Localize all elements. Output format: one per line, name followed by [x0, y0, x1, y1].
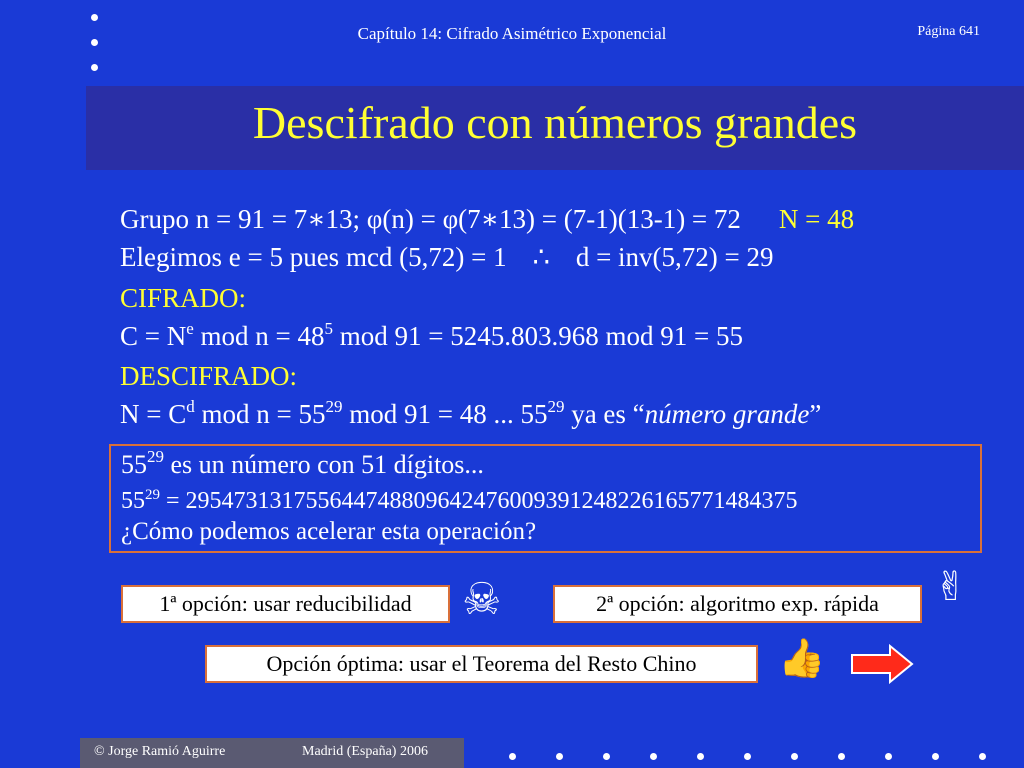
- option-reducibility: 1ª opción: usar reducibilidad: [121, 585, 450, 623]
- info-text: es un número con 51 dígitos...: [164, 450, 484, 479]
- info-box: [109, 444, 982, 553]
- decor-dot: [932, 753, 939, 760]
- plaintext-value: N = 48: [778, 204, 855, 234]
- cipher-part: C = N: [120, 321, 187, 351]
- decipher-part: N = C: [120, 399, 187, 429]
- info-line-digits: [121, 447, 484, 480]
- line-cipher: [120, 320, 743, 352]
- decor-dot: [885, 753, 892, 760]
- decor-dot: [697, 753, 704, 760]
- footer-author: © Jorge Ramió Aguirre: [94, 744, 226, 759]
- exponent-choice: Elegimos e = 5 pues mcd (5,72) = 1: [120, 242, 507, 272]
- right-arrow-icon: [850, 644, 914, 684]
- footer-bar: [80, 738, 464, 768]
- decor-dot: [791, 753, 798, 760]
- decipher-part: ”: [809, 399, 822, 429]
- line-group: [120, 203, 854, 235]
- decipher-italic: número grande: [644, 399, 810, 429]
- chapter-title: Capítulo 14: Cifrado Asimétrico Exponencial: [357, 24, 667, 43]
- page-number: Página 641: [917, 24, 980, 39]
- cipher-sup: e: [186, 319, 194, 338]
- decipher-sup: 29: [325, 397, 343, 416]
- footer-place: Madrid (España) 2006: [302, 744, 428, 759]
- cipher-sup: 5: [324, 319, 334, 338]
- info-base: 55: [121, 488, 145, 514]
- cipher-part: mod 91 = 5245.803.968 mod 91 = 55: [333, 321, 743, 351]
- thumbs-up-icon: 👍: [778, 636, 826, 680]
- decipher-part: ya es “: [564, 399, 645, 429]
- decor-dot: [650, 753, 657, 760]
- decor-dot: [744, 753, 751, 760]
- decor-dot: [509, 753, 516, 760]
- slide-title: Descifrado con números grandes: [252, 97, 858, 148]
- decipher-sup: d: [186, 397, 195, 416]
- descifrado-label: DESCIFRADO:: [120, 361, 298, 391]
- victory-hand-icon: ✌: [934, 564, 968, 610]
- decor-dot: [91, 64, 98, 71]
- group-definition: Grupo n = 91 = 7∗13; φ(n) = φ(7∗13) = (7-1)(13-1) = 72: [120, 204, 741, 234]
- decipher-part: mod 91 = 48 ... 55: [342, 399, 548, 429]
- info-sup: 29: [145, 487, 160, 503]
- decor-dot: [838, 753, 845, 760]
- decipher-sup: 29: [547, 397, 565, 416]
- info-line-value: [121, 488, 798, 515]
- info-sup: 29: [147, 447, 164, 466]
- skull-crossbones-icon: ☠: [462, 574, 502, 625]
- line-keys: [120, 241, 774, 273]
- title-bar: [86, 86, 1024, 170]
- info-text: = 295473131755644748809642476009391248226165771484375: [160, 488, 798, 514]
- decor-dot: [603, 753, 610, 760]
- decor-dot: [556, 753, 563, 760]
- private-key: d = inv(5,72) = 29: [575, 242, 774, 272]
- decipher-part: mod n = 55: [194, 399, 326, 429]
- decor-dot: [979, 753, 986, 760]
- info-base: 55: [121, 450, 147, 479]
- info-line-question: ¿Cómo podemos acelerar esta operación?: [121, 518, 537, 545]
- cifrado-label: CIFRADO:: [120, 283, 247, 313]
- decor-dot: [91, 14, 98, 21]
- cipher-part: mod n = 48: [193, 321, 325, 351]
- option-optimal-crt: Opción óptima: usar el Teorema del Resto Chino: [205, 645, 758, 683]
- option-fast-exponentiation: 2ª opción: algoritmo exp. rápida: [553, 585, 922, 623]
- line-decipher: [120, 398, 821, 430]
- therefore-symbol: ∴: [532, 242, 550, 272]
